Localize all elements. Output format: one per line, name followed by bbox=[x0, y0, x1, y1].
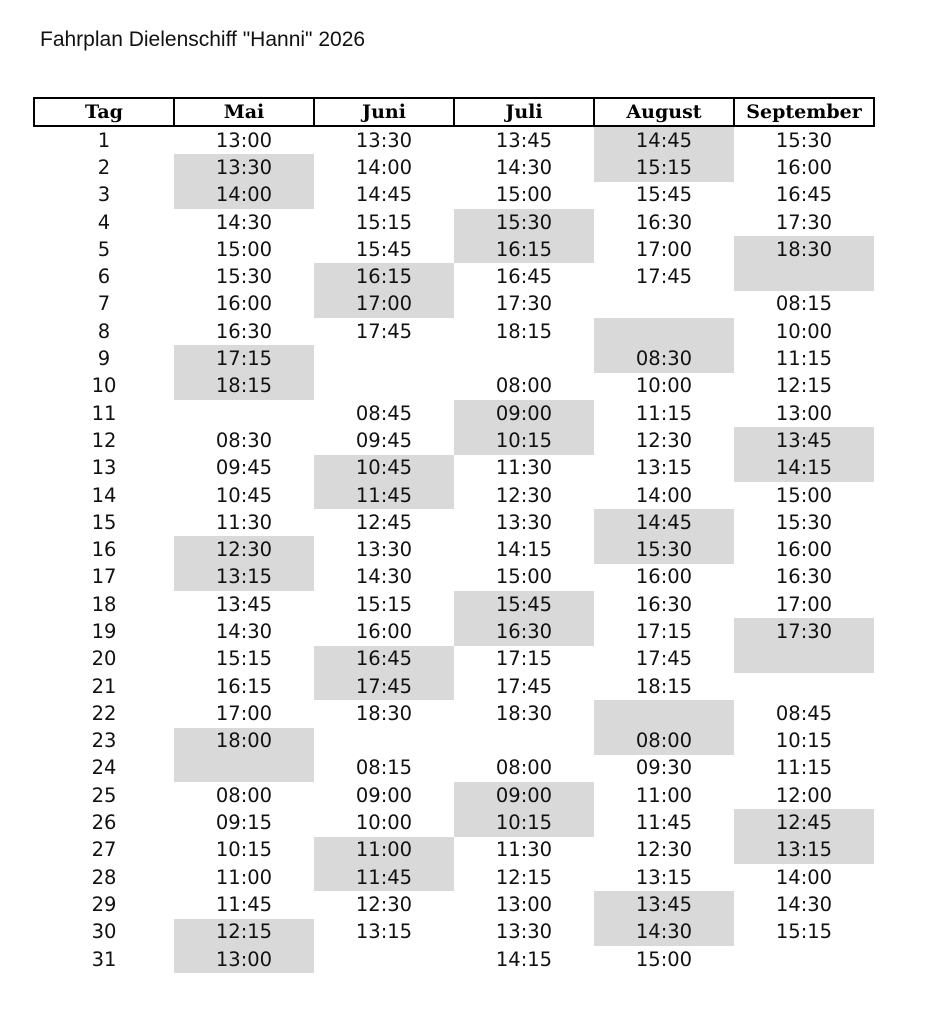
time-cell-juni: 11:45 bbox=[314, 864, 454, 891]
table-row bbox=[34, 564, 874, 591]
time-cell-juli: 13:30 bbox=[495, 510, 553, 534]
table-row bbox=[34, 809, 874, 836]
time-cell-juni: 13:30 bbox=[355, 128, 413, 152]
time-cell-september: 13:45 bbox=[734, 427, 874, 454]
day-cell: 4 bbox=[97, 210, 111, 234]
header-juli: Juli bbox=[454, 98, 594, 126]
time-cell-mai: 12:15 bbox=[174, 919, 314, 946]
time-cell-juli: 12:30 bbox=[495, 483, 553, 507]
time-cell-juni: 16:15 bbox=[314, 263, 454, 290]
time-cell-mai: 09:45 bbox=[215, 456, 273, 480]
table-row bbox=[34, 536, 874, 563]
time-cell-mai: 16:30 bbox=[215, 319, 273, 343]
time-cell-september: 16:45 bbox=[775, 183, 833, 207]
time-cell-juli: 10:15 bbox=[454, 427, 594, 454]
time-cell-september bbox=[734, 646, 874, 673]
time-cell-juli: 15:00 bbox=[495, 565, 553, 589]
time-cell-juli: 08:00 bbox=[495, 756, 553, 780]
time-cell-september: 10:15 bbox=[775, 729, 833, 753]
day-cell: 17 bbox=[91, 565, 117, 589]
table-row bbox=[34, 891, 874, 918]
time-cell-september: 15:15 bbox=[775, 920, 833, 944]
time-cell-august: 17:00 bbox=[635, 237, 693, 261]
time-cell-september: 11:15 bbox=[775, 756, 833, 780]
time-cell-mai: 08:00 bbox=[215, 783, 273, 807]
day-cell: 25 bbox=[91, 783, 117, 807]
time-cell-august: 17:15 bbox=[635, 619, 693, 643]
table-row bbox=[34, 755, 874, 782]
time-cell-mai: 17:15 bbox=[174, 345, 314, 372]
day-cell: 19 bbox=[91, 619, 117, 643]
time-cell-august: 14:00 bbox=[635, 483, 693, 507]
table-row bbox=[34, 591, 874, 618]
time-cell-august: 13:15 bbox=[635, 456, 693, 480]
time-cell-september: 16:00 bbox=[775, 155, 833, 179]
time-cell-mai: 14:00 bbox=[174, 182, 314, 209]
time-cell-september: 11:15 bbox=[775, 347, 833, 371]
time-cell-juli: 12:15 bbox=[495, 865, 553, 889]
time-cell-juli: 11:30 bbox=[495, 838, 553, 862]
time-cell-mai: 12:30 bbox=[174, 536, 314, 563]
time-cell-juni: 17:00 bbox=[314, 291, 454, 318]
time-cell-juni: 17:45 bbox=[355, 319, 413, 343]
time-cell-september bbox=[734, 263, 874, 290]
time-cell-mai: 10:15 bbox=[215, 838, 273, 862]
time-cell-juni: 16:45 bbox=[314, 646, 454, 673]
table-row bbox=[34, 345, 874, 372]
time-cell-juli: 14:15 bbox=[495, 538, 553, 562]
time-cell-juni: 13:15 bbox=[355, 920, 413, 944]
time-cell-mai: 13:45 bbox=[215, 592, 273, 616]
day-cell: 1 bbox=[97, 128, 111, 152]
time-cell-august: 13:45 bbox=[594, 891, 734, 918]
time-cell-august bbox=[594, 318, 734, 345]
time-cell-mai: 08:30 bbox=[215, 428, 273, 452]
time-cell-september: 14:30 bbox=[775, 892, 833, 916]
time-cell-september: 17:00 bbox=[775, 592, 833, 616]
time-cell-september: 08:15 bbox=[775, 292, 833, 316]
table-row bbox=[34, 182, 874, 209]
table-row bbox=[34, 291, 874, 318]
time-cell-september: 12:45 bbox=[734, 809, 874, 836]
table-row bbox=[34, 673, 874, 700]
time-cell-juli bbox=[454, 728, 594, 755]
header-juni: Juni bbox=[314, 98, 454, 126]
time-cell-august bbox=[594, 291, 734, 318]
time-cell-juli: 14:15 bbox=[495, 947, 553, 971]
time-cell-august: 16:00 bbox=[635, 565, 693, 589]
page-title: Fahrplan Dielenschiff "Hanni" 2026 bbox=[40, 28, 366, 51]
time-cell-juli: 18:30 bbox=[495, 701, 553, 725]
day-cell: 15 bbox=[91, 510, 117, 534]
day-cell: 28 bbox=[91, 865, 117, 889]
time-cell-august: 14:45 bbox=[594, 126, 734, 154]
day-cell: 16 bbox=[91, 538, 117, 562]
time-cell-juni bbox=[314, 373, 454, 400]
time-cell-mai: 18:15 bbox=[174, 373, 314, 400]
day-cell: 23 bbox=[91, 729, 117, 753]
time-cell-august: 14:30 bbox=[594, 919, 734, 946]
day-cell: 30 bbox=[91, 920, 117, 944]
time-cell-september: 12:15 bbox=[775, 374, 833, 398]
time-cell-august: 15:15 bbox=[594, 154, 734, 181]
table-row bbox=[34, 509, 874, 536]
time-cell-juli: 08:00 bbox=[495, 374, 553, 398]
time-cell-juli: 16:15 bbox=[454, 236, 594, 263]
time-cell-juni: 14:30 bbox=[355, 565, 413, 589]
time-cell-august: 15:00 bbox=[635, 947, 693, 971]
time-cell-juli: 14:30 bbox=[495, 155, 553, 179]
day-cell: 7 bbox=[97, 292, 111, 316]
time-cell-juli: 09:00 bbox=[454, 400, 594, 427]
time-cell-august: 17:45 bbox=[635, 647, 693, 671]
time-cell-juni bbox=[314, 728, 454, 755]
time-cell-august bbox=[594, 700, 734, 727]
time-cell-juni: 09:00 bbox=[355, 783, 413, 807]
time-cell-august: 15:45 bbox=[635, 183, 693, 207]
time-cell-september: 18:30 bbox=[734, 236, 874, 263]
day-cell: 20 bbox=[91, 647, 117, 671]
day-cell: 14 bbox=[91, 483, 117, 507]
table-row bbox=[34, 209, 874, 236]
table-row bbox=[34, 154, 874, 181]
time-cell-juli: 13:45 bbox=[495, 128, 553, 152]
header-mai: Mai bbox=[174, 98, 314, 126]
time-cell-juli: 17:45 bbox=[495, 674, 553, 698]
time-cell-juli: 17:30 bbox=[495, 292, 553, 316]
day-cell: 9 bbox=[97, 347, 111, 371]
time-cell-juni: 16:00 bbox=[355, 619, 413, 643]
day-cell: 11 bbox=[91, 401, 117, 425]
time-cell-august: 13:15 bbox=[635, 865, 693, 889]
schedule-table bbox=[33, 97, 875, 973]
time-cell-september: 15:30 bbox=[775, 128, 833, 152]
time-cell-juli: 09:00 bbox=[454, 782, 594, 809]
day-cell: 22 bbox=[91, 701, 117, 725]
time-cell-juni: 10:00 bbox=[355, 811, 413, 835]
day-cell: 13 bbox=[91, 456, 117, 480]
table-row bbox=[34, 427, 874, 454]
time-cell-september: 08:45 bbox=[775, 701, 833, 725]
table-row bbox=[34, 318, 874, 345]
time-cell-juni: 08:45 bbox=[355, 401, 413, 425]
day-cell: 27 bbox=[91, 838, 117, 862]
time-cell-juli: 16:30 bbox=[454, 618, 594, 645]
schedule-body bbox=[34, 126, 874, 973]
table-row bbox=[34, 837, 874, 864]
table-row bbox=[34, 263, 874, 290]
time-cell-september bbox=[734, 946, 874, 973]
time-cell-juni bbox=[314, 345, 454, 372]
time-cell-mai: 11:30 bbox=[215, 510, 273, 534]
time-cell-mai: 14:30 bbox=[215, 619, 273, 643]
header-row bbox=[34, 98, 874, 126]
time-cell-september: 14:00 bbox=[775, 865, 833, 889]
time-cell-juni: 13:30 bbox=[355, 538, 413, 562]
time-cell-juli: 10:15 bbox=[454, 809, 594, 836]
table-row bbox=[34, 864, 874, 891]
time-cell-juli: 18:15 bbox=[495, 319, 553, 343]
time-cell-august: 12:30 bbox=[635, 428, 693, 452]
time-cell-juni: 15:45 bbox=[355, 237, 413, 261]
time-cell-mai: 10:45 bbox=[215, 483, 273, 507]
time-cell-august: 11:45 bbox=[635, 811, 693, 835]
table-row bbox=[34, 126, 874, 154]
day-cell: 12 bbox=[91, 428, 117, 452]
day-cell: 8 bbox=[97, 319, 111, 343]
time-cell-juni: 11:00 bbox=[314, 837, 454, 864]
table-row bbox=[34, 700, 874, 727]
time-cell-juni: 12:45 bbox=[355, 510, 413, 534]
day-cell: 24 bbox=[91, 756, 117, 780]
time-cell-mai bbox=[174, 400, 314, 427]
time-cell-september: 15:30 bbox=[775, 510, 833, 534]
time-cell-mai: 11:45 bbox=[215, 892, 273, 916]
table-row bbox=[34, 455, 874, 482]
time-cell-mai: 14:30 bbox=[215, 210, 273, 234]
table-row bbox=[34, 482, 874, 509]
table-row bbox=[34, 919, 874, 946]
time-cell-september: 17:30 bbox=[734, 618, 874, 645]
header-september: September bbox=[734, 98, 874, 126]
day-cell: 5 bbox=[97, 237, 111, 261]
day-cell: 18 bbox=[91, 592, 117, 616]
table-row bbox=[34, 400, 874, 427]
day-cell: 10 bbox=[91, 374, 117, 398]
time-cell-august: 10:00 bbox=[635, 374, 693, 398]
time-cell-august: 09:30 bbox=[635, 756, 693, 780]
time-cell-juli: 15:30 bbox=[454, 209, 594, 236]
day-cell: 6 bbox=[97, 265, 111, 289]
day-cell: 31 bbox=[91, 947, 117, 971]
time-cell-juni: 09:45 bbox=[355, 428, 413, 452]
day-cell: 29 bbox=[91, 892, 117, 916]
time-cell-juni: 15:15 bbox=[355, 592, 413, 616]
table-row bbox=[34, 236, 874, 263]
time-cell-juli: 13:00 bbox=[495, 892, 553, 916]
time-cell-juni bbox=[314, 946, 454, 973]
time-cell-august: 16:30 bbox=[635, 210, 693, 234]
time-cell-juni: 10:45 bbox=[314, 455, 454, 482]
time-cell-mai: 15:30 bbox=[215, 265, 273, 289]
time-cell-mai: 13:30 bbox=[174, 154, 314, 181]
time-cell-september: 16:30 bbox=[775, 565, 833, 589]
table-row bbox=[34, 782, 874, 809]
table-row bbox=[34, 946, 874, 973]
time-cell-mai: 13:00 bbox=[174, 946, 314, 973]
time-cell-mai: 13:00 bbox=[215, 128, 273, 152]
time-cell-mai: 11:00 bbox=[215, 865, 273, 889]
day-cell: 26 bbox=[91, 811, 117, 835]
time-cell-september: 12:00 bbox=[775, 783, 833, 807]
time-cell-august: 16:30 bbox=[635, 592, 693, 616]
time-cell-juni: 08:15 bbox=[355, 756, 413, 780]
table-row bbox=[34, 646, 874, 673]
time-cell-september: 15:00 bbox=[775, 483, 833, 507]
time-cell-august: 08:00 bbox=[594, 728, 734, 755]
time-cell-mai: 09:15 bbox=[215, 811, 273, 835]
time-cell-mai: 15:15 bbox=[215, 647, 273, 671]
time-cell-juni: 17:45 bbox=[314, 673, 454, 700]
time-cell-juni: 12:30 bbox=[355, 892, 413, 916]
time-cell-juli: 13:30 bbox=[495, 920, 553, 944]
day-cell: 21 bbox=[91, 674, 117, 698]
time-cell-mai: 15:00 bbox=[215, 237, 273, 261]
time-cell-august: 11:15 bbox=[635, 401, 693, 425]
time-cell-august: 08:30 bbox=[594, 345, 734, 372]
day-cell: 2 bbox=[97, 155, 111, 179]
header-august: August bbox=[594, 98, 734, 126]
time-cell-august: 11:00 bbox=[635, 783, 693, 807]
time-cell-september: 10:00 bbox=[775, 319, 833, 343]
time-cell-juni: 15:15 bbox=[355, 210, 413, 234]
table-row bbox=[34, 373, 874, 400]
time-cell-september: 16:00 bbox=[775, 538, 833, 562]
time-cell-juni: 11:45 bbox=[314, 482, 454, 509]
time-cell-mai: 17:00 bbox=[215, 701, 273, 725]
time-cell-september: 13:00 bbox=[775, 401, 833, 425]
table-row bbox=[34, 618, 874, 645]
time-cell-september: 13:15 bbox=[734, 837, 874, 864]
time-cell-juni: 14:45 bbox=[355, 183, 413, 207]
time-cell-juli: 16:45 bbox=[495, 265, 553, 289]
time-cell-mai: 16:15 bbox=[215, 674, 273, 698]
time-cell-september bbox=[734, 673, 874, 700]
time-cell-august: 14:45 bbox=[594, 509, 734, 536]
time-cell-september: 17:30 bbox=[775, 210, 833, 234]
time-cell-juni: 18:30 bbox=[355, 701, 413, 725]
time-cell-mai: 13:15 bbox=[174, 564, 314, 591]
time-cell-juli: 15:45 bbox=[454, 591, 594, 618]
table-row bbox=[34, 728, 874, 755]
time-cell-august: 12:30 bbox=[635, 838, 693, 862]
time-cell-juni: 14:00 bbox=[355, 155, 413, 179]
time-cell-mai: 16:00 bbox=[215, 292, 273, 316]
time-cell-mai bbox=[174, 755, 314, 782]
day-cell: 3 bbox=[97, 183, 111, 207]
time-cell-september: 14:15 bbox=[734, 455, 874, 482]
time-cell-august: 18:15 bbox=[635, 674, 693, 698]
time-cell-august: 15:30 bbox=[594, 536, 734, 563]
time-cell-juli: 15:00 bbox=[495, 183, 553, 207]
time-cell-juli bbox=[454, 345, 594, 372]
time-cell-juli: 17:15 bbox=[495, 647, 553, 671]
header-tag: Tag bbox=[34, 98, 174, 126]
time-cell-august: 17:45 bbox=[635, 265, 693, 289]
time-cell-juli: 11:30 bbox=[495, 456, 553, 480]
time-cell-mai: 18:00 bbox=[174, 728, 314, 755]
